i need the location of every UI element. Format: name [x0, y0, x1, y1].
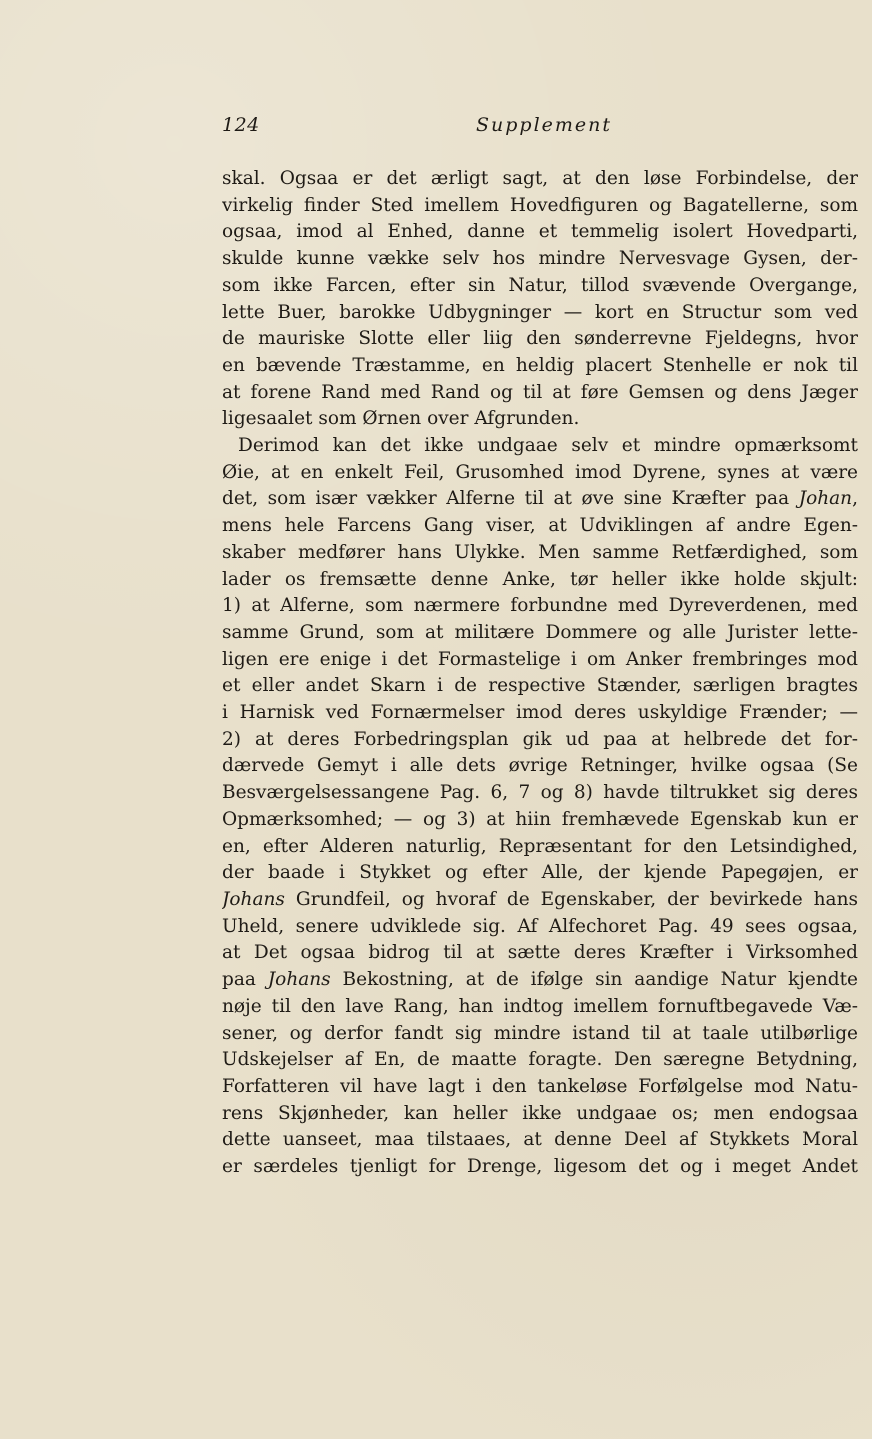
- text-line: en bævende Træstamme, en heldig placert Stenhelle er nok til: [222, 354, 858, 376]
- text-line: 2) at deres Forbedringsplan gik ud paa at helbrede det for-: [222, 728, 858, 750]
- text-line: ligen ere enige i det Formastelige i om Anker frembringes mod: [222, 648, 858, 670]
- text-line: dette uanseet, maa tilstaaes, at denne Deel af Stykkets Moral: [222, 1129, 858, 1151]
- text-line: nøje til den lave Rang, han indtog imellem fornuftbegavede Væ-: [222, 995, 858, 1017]
- text-line: dærvede Gemyt i alle dets øvrige Retninger, hvilke ogsaa (Se: [222, 755, 858, 777]
- text-line: at forene Rand med Rand og til at føre Gemsen og dens Jæger: [222, 381, 858, 403]
- page-number: 124: [222, 114, 260, 136]
- text-line: Udskejelser af En, de maatte foragte. Den særegne Betydning,: [222, 1049, 858, 1071]
- text-line: en, efter Alderen naturlig, Repræsentant for den Letsindighed,: [222, 835, 858, 857]
- text-line: i Harnisk ved Fornærmelser imod deres uskyldige Frænder; —: [222, 702, 858, 724]
- text-line: Opmærksomhed; — og 3) at hiin fremhævede Egenskab kun er: [222, 808, 858, 830]
- text-line: virkelig finder Sted imellem Hovedfiguren og Bagatellerne, som: [222, 194, 858, 216]
- text-line: Uheld, senere udviklede sig. Af Alfechoret Pag. 49 sees ogsaa,: [222, 915, 858, 937]
- text-line: samme Grund, som at militære Dommere og alle Jurister lette-: [222, 621, 858, 643]
- text-line: lette Buer, barokke Udbygninger — kort en Structur som ved: [222, 301, 858, 323]
- text-line: skal. Ogsaa er det ærligt sagt, at den løse Forbindelse, der: [222, 168, 858, 189]
- text-line: Øie, at en enkelt Feil, Grusomhed imod Dyrene, synes at være: [222, 461, 858, 483]
- text-line: ogsaa, imod al Enhed, danne et temmelig isolert Hovedparti,: [222, 221, 858, 243]
- text-line: som ikke Farcen, efter sin Natur, tillod svævende Overgange,: [222, 274, 858, 296]
- running-head: Supplement: [476, 114, 613, 136]
- page-header: [222, 114, 858, 144]
- text-line: at Det ogsaa bidrog til at sætte deres Kræfter i Virksomhed: [222, 942, 858, 964]
- text-line: rens Skjønheder, kan heller ikke undgaae os; men endogsaa: [222, 1102, 858, 1124]
- text-line: lader os fremsætte denne Anke, tør heller ikke holde skjult:: [222, 568, 858, 590]
- text-line: skaber medfører hans Ulykke. Men samme Retfærdighed, som: [222, 541, 858, 563]
- text-line: 1) at Alferne, som nærmere forbundne med Dyreverdenen, med: [222, 595, 858, 617]
- text-line: et eller andet Skarn i de respective Stænder, særligen bragtes: [222, 675, 858, 697]
- text-line: det, som især vækker Alferne til at øve sine Kræfter paa Johan,: [222, 488, 858, 510]
- text-line: er særdeles tjenligt for Drenge, ligesom det og i meget Andet: [222, 1156, 858, 1178]
- text-line: Forfatteren vil have lagt i den tankeløse Forfølgelse mod Natu-: [222, 1075, 858, 1097]
- text-line: der baade i Stykket og efter Alle, der kjende Papegøjen, er: [222, 862, 858, 884]
- text-line: de mauriske Slotte eller liig den sønderrevne Fjeldegns, hvor: [222, 328, 858, 350]
- text-line: sener, og derfor fandt sig mindre istand til at taale utilbørlige: [222, 1022, 858, 1044]
- body-text: [222, 166, 858, 1181]
- text-line: skulde kunne vække selv hos mindre Nervesvage Gysen, der-: [222, 248, 858, 270]
- text-line: paa Johans Bekostning, at de ifølge sin aandige Natur kjendte: [222, 969, 858, 991]
- text-line: mens hele Farcens Gang viser, at Udviklingen af andre Egen-: [222, 515, 858, 537]
- text-line: Derimod kan det ikke undgaae selv et mindre opmærksomt: [238, 435, 858, 457]
- text-line: ligesaalet som Ørnen over Afgrunden.: [222, 408, 580, 430]
- text-line: Johans Grundfeil, og hvoraf de Egenskaber, der bevirkede hans: [222, 888, 858, 910]
- text-line: Besværgelsessangene Pag. 6, 7 og 8) havde tiltrukket sig deres: [222, 782, 858, 804]
